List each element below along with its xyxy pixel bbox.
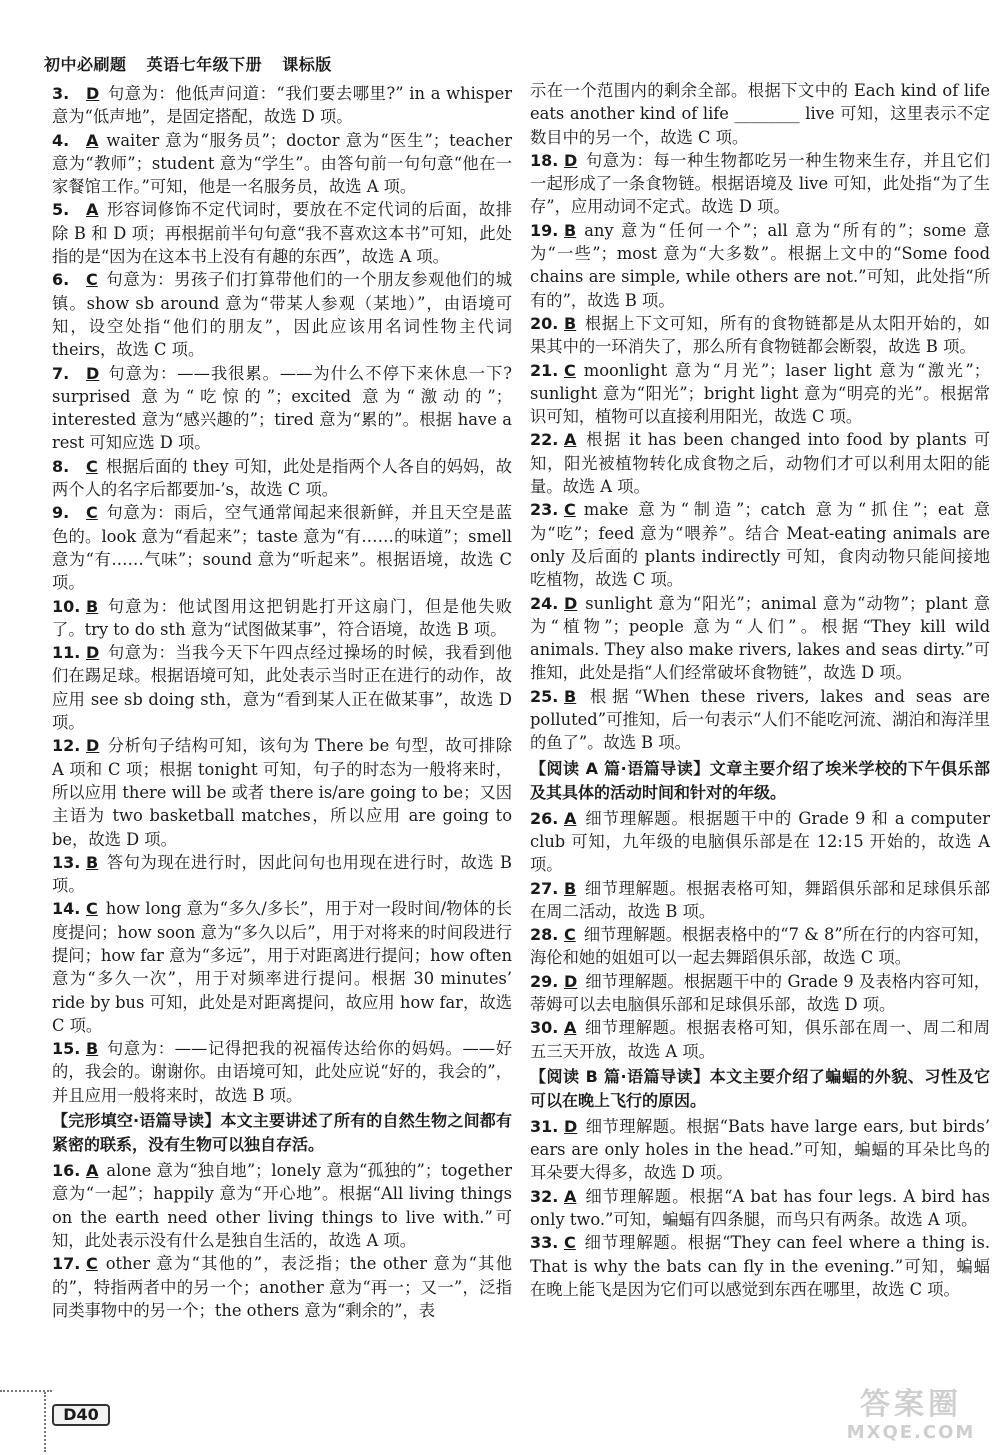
right-column (530, 79, 990, 1301)
answer-letter: B (564, 878, 577, 898)
answer-letter: A (86, 130, 99, 150)
answer-item (530, 685, 990, 755)
answer-item (530, 359, 990, 429)
answer-item (52, 1037, 512, 1107)
answer-letter: D (564, 150, 578, 170)
answer-item (52, 129, 512, 199)
explanation-text: 句意为：——我很累。——为什么不停下来休息一下? surprised 意为“吃惊的”；excited 意为“激动的”；interested 意为“感兴趣的”；tired 意为“累的”。根据 have a rest 可知应选 D 项。 (52, 363, 512, 453)
question-number: 23. (530, 500, 559, 520)
question-number: 28. (530, 925, 559, 945)
answer-letter: B (564, 220, 577, 240)
explanation-text: 细节理解题。根据表格可知，舞蹈俱乐部和足球俱乐部在周二活动，故选 B 项。 (530, 878, 990, 921)
question-number: 33. (530, 1233, 559, 1253)
question-number: 13. (52, 852, 81, 872)
explanation-text: 根据上下文可知，所有的食物链都是从太阳开始的，如果其中的一环消失了，那么所有食物链都会断裂，故选 B 项。 (530, 313, 990, 357)
answer-item (52, 595, 512, 642)
answer-letter: D (564, 1116, 578, 1136)
answer-item (530, 807, 990, 877)
watermark-line2: MXQE.COM (846, 1422, 976, 1443)
question-number: 22. (530, 430, 559, 450)
reading-guide: 【阅读 B 篇·语篇导读】本文主要介绍了蝙蝠的外貌、习性及它可以在晚上飞行的原因。 (530, 1066, 990, 1110)
question-number: 29. (530, 971, 559, 991)
question-number: 12. (52, 736, 81, 756)
answer-item (52, 734, 512, 850)
answer-letter: D (86, 84, 100, 103)
answer-item (52, 851, 512, 898)
question-number: 25. (530, 686, 559, 706)
explanation-text: how long 意为“多久/多长”，用于对一段时间/物体的长度提问；how soon 意为“多久以后”，用于对将来的时间段进行提问；how far 意为“多远”，用于对距离进行提问；how often 意为“多久一次”，用于对频率进行提问。根据 30 minutes’ ride by bus 可知，此处是对距离提问，故应用 how far，故选 C 项。 (52, 899, 512, 1035)
question-number: 31. (530, 1116, 559, 1136)
answer-letter: B (86, 852, 99, 872)
left-column (52, 82, 512, 1322)
explanation-text: 形容词修饰不定代词时，要放在不定代词的后面，故排除 B 和 D 项；再根据前半句句意“我不喜欢这本书”可知，此处指的是“因为在这本书上没有有趣的东西”，故选 A 项。 (52, 200, 512, 267)
question-number: 24. (530, 593, 559, 613)
answer-item (530, 877, 990, 924)
answer-letter: D (564, 971, 578, 991)
answer-item (530, 219, 990, 312)
explanation-text: 句意为：他低声问道：“我们要去哪里?” in a whisper 意为“低声地”，是固定搭配，故选 D 项。 (52, 84, 512, 127)
explanation-text: 细节理解题。根据表格可知，俱乐部在周一、周二和周五三天开放，故选 A 项。 (530, 1018, 990, 1061)
answer-letter: D (564, 593, 578, 613)
question-number: 5. (52, 200, 70, 220)
answer-item (530, 970, 990, 1017)
explanation-text: 句意为：每一种生物都吃另一种生物来生存，并且它们一起形成了一条食物链。根据语境及 live 可知，此处指“为了生存”，应用动词不定式。故选 D 项。 (530, 150, 990, 217)
explanation-text: other 意为“其他的”，表泛指；the other 意为“其他的”，特指两者中的另一个；another 意为“再一；又一”，泛指同类事物中的另一个；the others 意为“剩余的”，表 (52, 1254, 512, 1320)
continued-text: 示在一个范围内的剩余全部。根据下文中的 Each kind of life eats another kind of life ________ live 可知，这里表示不定数目中的另一个，故选 C 项。 (530, 81, 990, 147)
answer-letter: B (564, 313, 577, 333)
answer-item (52, 897, 512, 1037)
explanation-text: 根据 it has been changed into food by plants 可知，阳光被植物转化成食物之后，动物们才可以利用太阳的能量。故选 A 项。 (530, 430, 990, 497)
question-number: 14. (52, 899, 81, 919)
answer-item (52, 198, 512, 268)
answer-letter: C (564, 500, 576, 520)
answer-item (52, 1252, 512, 1322)
question-number: 4. (52, 130, 70, 150)
answer-item (52, 82, 512, 129)
answer-item (52, 455, 512, 502)
answer-item (52, 501, 512, 594)
answer-item (530, 312, 990, 359)
question-number: 8. (52, 456, 70, 476)
answer-letter: B (564, 686, 577, 706)
explanation-text: 句意为：他试图用这把钥匙打开这扇门，但是他失败了。try to do sth 意为“试图做某事”，符合语境，故选 B 项。 (52, 596, 512, 639)
explanation-text: moonlight 意为“月光”；laser light 意为“激光”；sunlight 意为“阳光”；bright light 意为“明亮的光”。根据常识可知，植物可以直接利用阳光，故选 C 项。 (530, 360, 990, 427)
answer-letter: A (564, 1018, 577, 1038)
question-number: 27. (530, 878, 559, 898)
page-header (44, 52, 364, 75)
answer-letter: A (564, 1186, 577, 1206)
series-title: 初中必刷题 (44, 55, 127, 74)
answer-letter: D (86, 736, 100, 756)
answer-item (530, 1016, 990, 1063)
explanation-text: 根据“When these rivers, lakes and seas are polluted”可推知，后一句表示“人们不能吃河流、湖泊和海洋里的鱼了”。故选 B 项。 (530, 686, 990, 753)
question-number: 10. (52, 596, 81, 616)
answer-letter: D (86, 363, 100, 383)
answer-item (530, 149, 990, 219)
question-number: 32. (530, 1186, 559, 1206)
question-number: 18. (530, 150, 559, 170)
answer-item (52, 641, 512, 734)
answer-letter: A (86, 200, 99, 220)
answer-letter: C (564, 925, 576, 945)
question-number: 6. (52, 270, 70, 290)
answer-letter: B (86, 1039, 99, 1059)
explanation-text: alone 意为“独自地”；lonely 意为“孤独的”；together 意为“一起”；happily 意为“开心地”。根据“All living things on the earth need other living things to live with.”可知，此处表示没有什么是独自生活的，故选 A 项。 (52, 1161, 512, 1250)
explanation-text: 细节理解题。根据表格中的“7 & 8”所在行的内容可知，海伦和她的姐姐可以一起去舞蹈俱乐部，故选 C 项。 (530, 925, 990, 968)
answer-letter: A (86, 1161, 99, 1181)
watermark-line1: 答案圈 (860, 1387, 962, 1422)
answer-letter: D (86, 643, 100, 663)
question-number: 7. (52, 363, 70, 383)
explanation-text: 细节理解题。根据题干中的 Grade 9 及表格内容可知，蒂姆可以去电脑俱乐部和足球俱乐部，故选 D 项。 (530, 971, 990, 1014)
answer-item (530, 428, 990, 498)
question-number: 3. (52, 84, 70, 103)
explanation-text: 根据后面的 they 可知，此处是指两个人各自的妈妈，故两个人的名字后都要加-’s，故选 C 项。 (52, 456, 512, 500)
page-number: D40 (52, 1404, 110, 1426)
subject-title: 英语七年级下册 (146, 55, 263, 74)
answer-item (530, 498, 990, 591)
explanation-text: 句意为：雨后，空气通常闻起来很新鲜，并且天空是蓝色的。look 意为“看起来”；taste 意为“有……的味道”；smell 意为“有……气味”；sound 意为“听起来”。根据语境，故选 C 项。 (52, 503, 512, 593)
answer-letter: A (564, 430, 577, 450)
question-number: 11. (52, 643, 81, 663)
answer-letter: B (86, 596, 99, 616)
footer-vertical-divider (44, 1392, 46, 1452)
answer-letter: C (564, 1233, 576, 1253)
explanation-text: 细节理解题。根据“A bat has four legs. A bird has only two.”可知，蝙蝠有四条腿，而鸟只有两条。故选 A 项。 (530, 1186, 990, 1230)
question-number: 16. (52, 1161, 81, 1181)
question-number: 30. (530, 1018, 559, 1038)
question-number: 26. (530, 808, 559, 828)
edition-label: 课标版 (282, 55, 332, 74)
answer-letter: A (564, 808, 577, 828)
answer-item (530, 923, 990, 970)
explanation-text: 句意为：男孩子们打算带他们的一个朋友参观他们的城镇。show sb around 意为“带某人参观（某地）”，由语境可知，设空处指“他们的朋友”，因此应该用名词性物主代词 theirs，故选 C 项。 (52, 270, 512, 360)
answer-letter: C (86, 899, 98, 919)
explanation-text: 答句为现在进行时，因此问句也用现在进行时，故选 B 项。 (52, 852, 512, 896)
answer-item (530, 1115, 990, 1185)
explanation-text: 细节理解题。根据“They can feel where a thing is. That is why the bats can fly in the evening.”可知，蝙蝠在晚上能飞是因为它们可以感觉到东西在哪里，故选 C 项。 (530, 1233, 990, 1299)
answer-letter: C (86, 1254, 98, 1274)
answer-item (52, 362, 512, 455)
answer-item (52, 268, 512, 361)
watermark-logo (836, 1388, 986, 1448)
explanation-text: 细节理解题。根据题干中的 Grade 9 和 a computer club 可知，九年级的电脑俱乐部是在 12:15 开始的，故选 A 项。 (530, 808, 990, 875)
explanation-text: 句意为：当我今天下午四点经过操场的时候，我看到他们在踢足球。根据语境可知，此处表示当时正在进行的动作，故应用 see sb doing sth，意为“看到某人正在做某事”，故选 D 项。 (52, 643, 512, 733)
explanation-text: make 意为“制造”；catch 意为“抓住”；eat 意为“吃”；feed 意为“喂养”。结合 Meat-eating animals are only 及后面的 plants indirectly 可知，食肉动物只能间接地吃植物，故选 C 项。 (530, 500, 990, 590)
explanation-text: 分析句子结构可知，该句为 There be 句型，故可排除 A 项和 C 项；根据 tonight 可知，句子的时态为一般将来时，所以应用 there will be 或者 there is/are going to be；又因主语为 two basketball matches，所以应用 are going to be，故选 D 项。 (52, 736, 512, 849)
question-number: 9. (52, 503, 70, 523)
answer-item (530, 1185, 990, 1232)
question-number: 19. (530, 220, 559, 240)
reading-guide: 【阅读 A 篇·语篇导读】文章主要介绍了埃米学校的下午俱乐部及其具体的活动时间和针对的年级。 (530, 758, 990, 802)
explanation-text: sunlight 意为“阳光”；animal 意为“动物”；plant 意为“植物”；people 意为“人们”。根据“They kill wild animals. They also make rivers, lakes and seas dirty.”可推知，此处是指“人们经常破坏食物链”，故选 D 项。 (530, 593, 990, 683)
question-number: 21. (530, 360, 559, 380)
answer-item (52, 1159, 512, 1252)
question-number: 15. (52, 1039, 81, 1059)
question-number: 20. (530, 313, 559, 333)
explanation-text: waiter 意为“服务员”；doctor 意为“医生”；teacher 意为“教师”；student 意为“学生”。由答句前一句句意“他在一家餐馆工作。”可知，他是一名服务员，故选 A 项。 (52, 130, 512, 197)
explanation-text: any 意为“任何一个”；all 意为“所有的”；some 意为“一些”；most 意为“大多数”。根据上文中的“Some food chains are simple, while others are not.”可知，此处指“所有的”，故选 B 项。 (530, 220, 990, 310)
reading-guide: 【完形填空·语篇导读】本文主要讲述了所有的自然生物之间都有紧密的联系，没有生物可以独自存活。 (52, 1111, 512, 1155)
answer-letter: C (564, 360, 576, 380)
answer-item (530, 1231, 990, 1301)
answer-letter: C (86, 456, 98, 476)
answer-letter: C (86, 270, 98, 290)
explanation-text: 细节理解题。根据“Bats have large ears, but birds’ ears are only holes in the head.”可知，蝙蝠的耳朵比鸟的耳朵要大得多，故选 D 项。 (530, 1116, 990, 1183)
answer-letter: C (86, 503, 98, 523)
question-number: 17. (52, 1254, 81, 1274)
explanation-text: 句意为：——记得把我的祝福传达给你的妈妈。——好的，我会的。谢谢你。由语境可知，此处应说“好的，我会的”，并且应用一般将来时，故选 B 项。 (52, 1039, 512, 1105)
answer-item (530, 592, 990, 685)
